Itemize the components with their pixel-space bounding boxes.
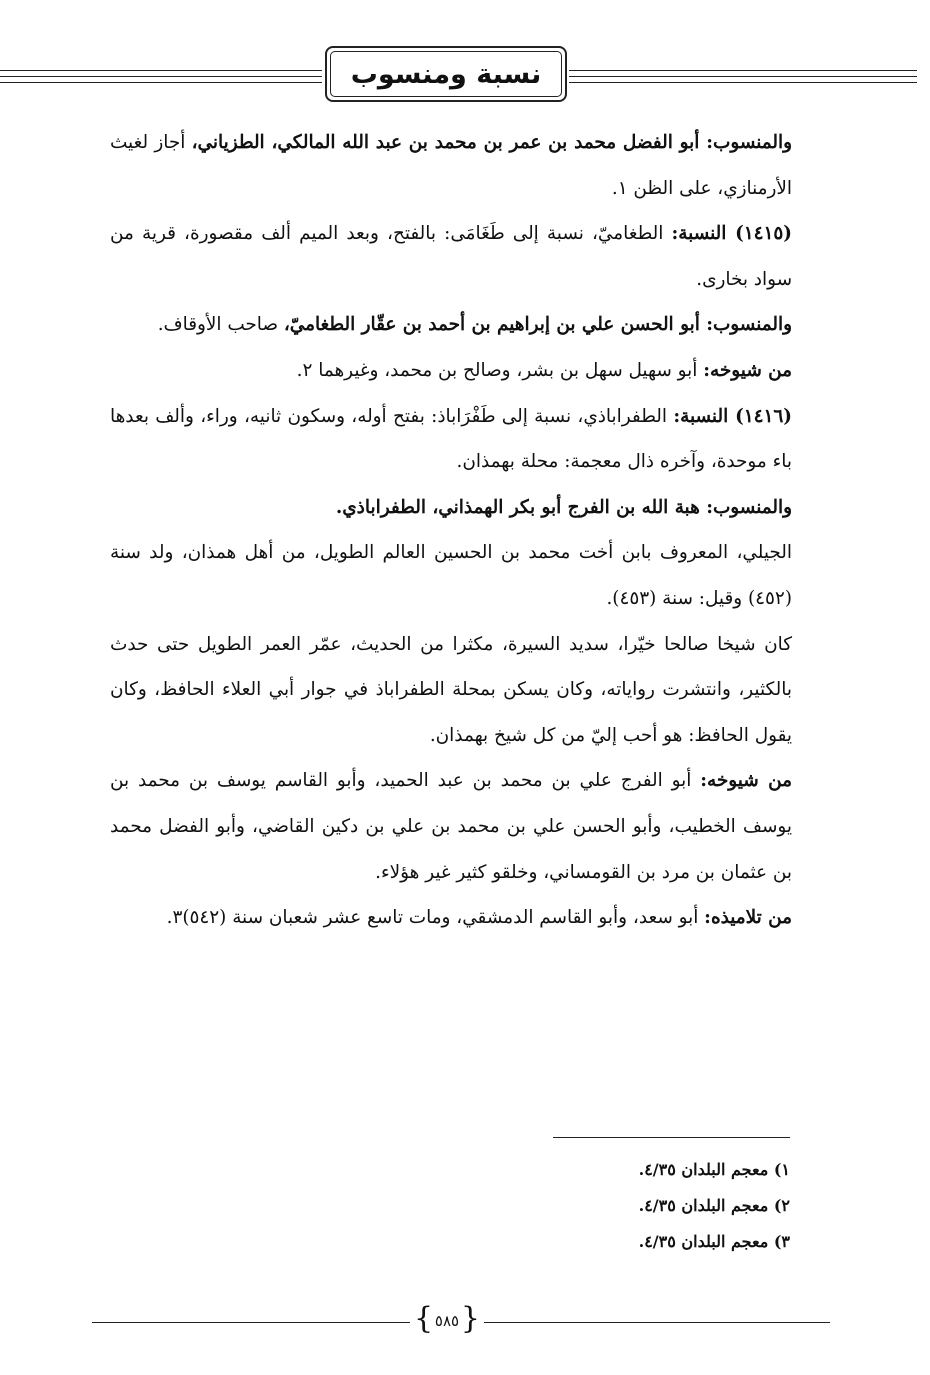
paragraph <box>110 530 792 621</box>
paragraph <box>110 758 792 895</box>
footnote-1: ١) معجم البلدان ٤/٣٥. <box>638 1160 790 1179</box>
header-rule-left-bottom <box>0 82 322 83</box>
header-rule-right-top <box>569 70 917 71</box>
running-title-box <box>325 46 567 102</box>
header-rule-left-mid <box>0 76 322 77</box>
paragraph-text: الطغاميّ، نسبة إلى طَغَامَى: بالفتح، وبعد الميم ألف مقصورة، قرية من سواد بخارى. <box>110 223 792 290</box>
paragraph <box>110 394 792 485</box>
paragraph-text: كان شيخا صالحا خيّرا، سديد السيرة، مكثرا من الحديث، عمّر العمر الطويل حتى حدث بالكثير، وانتشرت رواياته، وكان يسكن بمحلة الطفراباذ في جوار أبي العلاء الحافظ، وكان يقول الحافظ: هو أحب إليّ من كل شيخ بهمذان. <box>110 633 792 746</box>
bold-heading-text: من تلاميذه: <box>704 907 792 929</box>
running-title: نسبة ومنسوب <box>330 51 562 97</box>
paragraph <box>110 211 792 302</box>
paragraph-text: صاحب الأوقاف. <box>157 314 284 336</box>
header-rule-left-top <box>0 70 322 71</box>
bold-heading-text: من شيوخه: <box>700 770 792 792</box>
paragraph <box>110 895 792 941</box>
footnote-separator <box>553 1137 790 1138</box>
right-brace: } <box>460 1301 480 1336</box>
header-rule-right-mid <box>569 76 917 77</box>
paragraph-text: أبو الفرج علي بن محمد بن عبد الحميد، وأبو القاسم يوسف بن محمد بن يوسف الخطيب، وأبو الحسن علي بن محمد بن علي بن دكين القاضي، وأبو الفضل محمد بن عثمان بن مرد بن القومساني، وخلقو كثير غير هؤلاء. <box>110 770 792 883</box>
bold-heading-text: (١٤١٦) النسبة: <box>673 405 792 427</box>
footer-rule-right <box>484 1322 830 1323</box>
paragraph <box>110 622 792 759</box>
bold-heading-text: (١٤١٥) النسبة: <box>671 223 792 245</box>
bold-heading-text: والمنسوب: هبة الله بن الفرج أبو بكر الهمذاني، الطفراباذي. <box>335 496 792 518</box>
paragraph <box>110 485 792 531</box>
bold-heading-text: والمنسوب: أبو الفضل محمد بن عمر بن محمد بن عبد الله المالكي، الطزياني، <box>191 132 792 153</box>
paragraph-text: أبو سعد، وأبو القاسم الدمشقي، ومات تاسع عشر شعبان سنة (٥٤٢)٣. <box>166 907 705 929</box>
paragraph-text: الجيلي، المعروف بابن أخت محمد بن الحسين العالم الطويل، من أهل همذان، ولد سنة (٤٥٢) وقيل: سنة (٤٥٣). <box>110 542 792 609</box>
footnote-2: ٢) معجم البلدان ٤/٣٥. <box>638 1196 790 1215</box>
paragraph-text: أبو سهيل سهل بن بشر، وصالح بن محمد، وغيرهما ٢. <box>296 359 704 381</box>
bold-heading-text: والمنسوب: أبو الحسن علي بن إبراهيم بن أحمد بن عقّار الطغاميّ، <box>283 314 792 336</box>
page-number: ٥٨٥ <box>434 1312 460 1330</box>
paragraph <box>110 348 792 394</box>
footnotes <box>390 1152 790 1260</box>
paragraph <box>110 120 792 211</box>
footnote-3: ٣) معجم البلدان ٤/٣٥. <box>638 1232 790 1251</box>
bold-heading-text: من شيوخه: <box>703 359 792 381</box>
left-brace: { <box>414 1301 434 1336</box>
paragraph-text: أجاز لغيث الأرمنازي، على الظن ١. <box>110 132 792 199</box>
header-rule-right-bottom <box>569 82 917 83</box>
page-number-frame <box>410 1303 484 1339</box>
footer-rule-left <box>92 1322 410 1323</box>
main-text <box>110 120 792 941</box>
paragraph <box>110 302 792 348</box>
paragraph-text: الطفراباذي، نسبة إلى طَفْرَاباذ: بفتح أوله، وسكون ثانيه، وراء، وألف بعدها باء موحدة، وآخره ذال معجمة: محلة بهمذان. <box>110 405 792 473</box>
